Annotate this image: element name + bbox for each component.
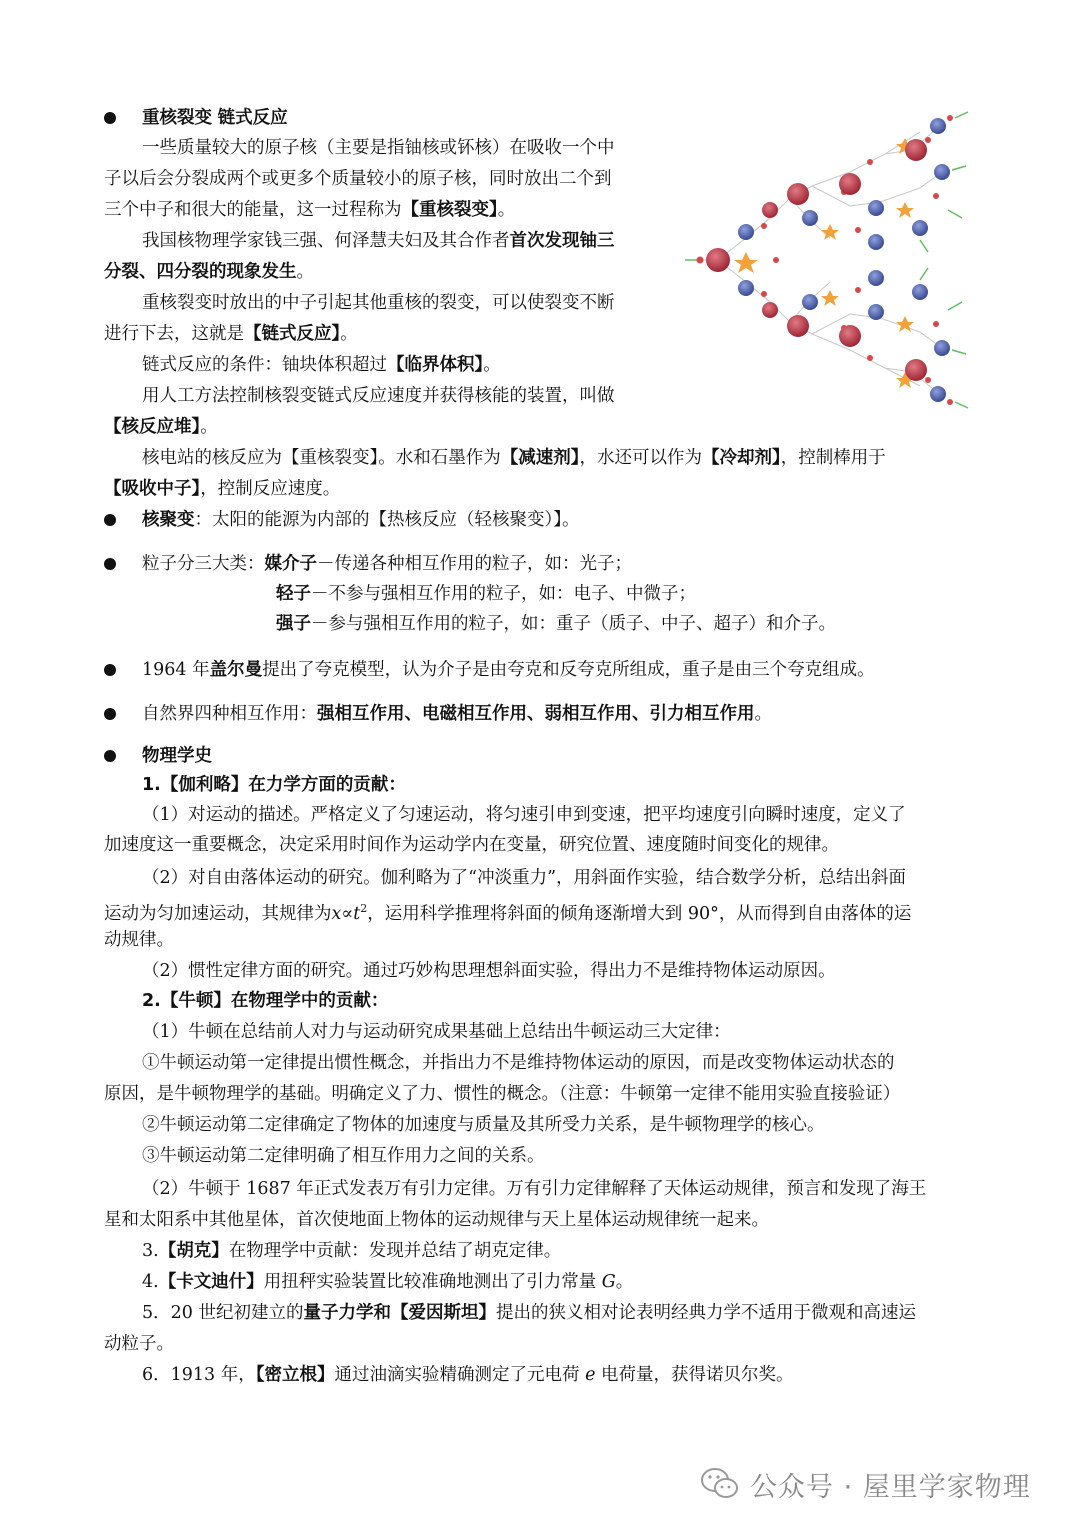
- wechat-icon: [700, 1467, 740, 1501]
- paragraph-line: 分裂、四分裂的现象发生。: [104, 262, 314, 282]
- fission-flashes: [734, 138, 914, 388]
- footer-watermark: [700, 1460, 1031, 1508]
- chain-reaction-diagram: [680, 110, 980, 410]
- paragraph-line: 进行下去，这就是【链式反应】。: [104, 324, 358, 344]
- particles-line: 粒子分三大类：媒介子－传递各种相互作用的粒子，如：光子；: [142, 554, 632, 574]
- bullet-dot: [104, 112, 116, 124]
- paragraph-line: （2）对自由落体运动的研究。伽利略为了“冲淡重力”，用斜面作实验，结合数学分析，总结出斜面: [142, 868, 907, 888]
- paragraph-line: 【核反应堆】。: [104, 417, 218, 437]
- paragraph-line: 核电站的核反应为【重核裂变】。水和石墨作为【减速剂】，水还可以作为【冷却剂】，控制棒用于: [142, 448, 886, 468]
- paragraph-line: ③牛顿运动第二定律明确了相互作用力之间的关系。: [142, 1146, 545, 1166]
- paragraph-line: ①牛顿运动第一定律提出惯性概念，并指出力不是维持物体运动的原因，而是改变物体运动状态的: [142, 1053, 895, 1073]
- paragraph-line: 星和太阳系中其他星体，首次使地面上物体的运动规律与天上星体运动规律统一起来。: [104, 1210, 769, 1230]
- paragraph-line: 5．20 世纪初建立的量子力学和【爱因斯坦】提出的狭义相对论表明经典力学不适用于微观和高速运: [142, 1303, 916, 1323]
- fusion-line: 核聚变：太阳的能源为内部的【热核反应（轻核聚变）】。: [142, 510, 580, 530]
- paragraph-line: 链式反应的条件：铀块体积超过【临界体积】。: [142, 355, 501, 375]
- forces-line: 自然界四种相互作用：强相互作用、电磁相互作用、弱相互作用、引力相互作用。: [142, 704, 772, 724]
- footer-text: 公众号 · 屋里学家物理: [750, 1471, 1031, 1503]
- paragraph-line: （2）惯性定律方面的研究。通过巧妙构思理想斜面实验，得出力不是维持物体运动原因。: [142, 961, 836, 981]
- paragraph-line: 三个中子和很大的能量，这一过程称为【重核裂变】。: [104, 200, 516, 220]
- paragraph-line: 用人工方法控制核裂变链式反应速度并获得核能的装置，叫做: [142, 386, 615, 406]
- bullet-dot: [104, 558, 116, 570]
- paragraph-line: 我国核物理学家钱三强、何泽慧夫妇及其合作者首次发现铀三: [142, 231, 615, 251]
- paragraph-line: （1）牛顿在总结前人对力与运动研究成果基础上总结出牛顿运动三大定律：: [142, 1022, 731, 1042]
- paragraph-line: 4.【卡文迪什】用扭秤实验装置比较准确地测出了引力常量 G。: [142, 1272, 634, 1292]
- paragraph-line: 一些质量较大的原子核（主要是指铀核或钚核）在吸收一个中: [142, 138, 615, 158]
- paragraph-line: 【吸收中子】，控制反应速度。: [104, 479, 341, 499]
- bullet-dot: [104, 664, 116, 676]
- paragraph-line: ②牛顿运动第二定律确定了物体的加速度与质量及其所受力关系，是牛顿物理学的核心。: [142, 1115, 825, 1135]
- quark-line: 1964 年盖尔曼提出了夸克模型，认为介子是由夸克和反夸克所组成，重子是由三个夸克组成。: [142, 660, 875, 680]
- particles-line: 轻子－不参与强相互作用的粒子，如：电子、中微子；: [276, 584, 696, 604]
- bullet-dot: [104, 514, 116, 526]
- paragraph-line: 动规律。: [104, 930, 174, 950]
- paragraph-line: 重核裂变时放出的中子引起其他重核的裂变，可以使裂变不断: [142, 293, 615, 313]
- paragraph-line: 子以后会分裂成两个或更多个质量较小的原子核，同时放出二个到: [104, 169, 612, 189]
- paragraph-line: 动粒子。: [104, 1334, 174, 1354]
- bullet-dot: [104, 708, 116, 720]
- subheading-galileo: 1.【伽利略】在力学方面的贡献：: [142, 775, 406, 795]
- paragraph-line: 3.【胡克】在物理学中贡献：发现并总结了胡克定律。: [142, 1241, 562, 1261]
- paragraph-line: 加速度这一重要概念，决定采用时间作为运动学内在变量，研究位置、速度随时间变化的规律。: [104, 835, 839, 855]
- paragraph-line: （2）牛顿于 1687 年正式发表万有引力定律。万有引力定律解释了天体运动规律，预言和发现了海王: [142, 1179, 927, 1199]
- particles-line: 强子－参与强相互作用的粒子，如：重子（质子、中子、超子）和介子。: [276, 614, 836, 634]
- paragraph-line: 运动为匀加速运动，其规律为$x\propto t^2$，运用科学推理将斜面的倾角逐渐增大到 90°，从而得到自由落体的运: [104, 902, 912, 924]
- paragraph-line: 原因，是牛顿物理学的基础。明确定义了力、惯性的概念。（注意：牛顿第一定律不能用实验直接验证）: [104, 1084, 901, 1104]
- section-heading-history: 物理学史: [142, 746, 212, 766]
- subheading-newton: 2.【牛顿】在物理学中的贡献：: [142, 991, 389, 1011]
- bullet-dot: [104, 750, 116, 762]
- section-heading-fission: 重核裂变 链式反应: [142, 108, 288, 128]
- paragraph-line: （1）对运动的描述。严格定义了匀速运动，将匀速引申到变速，把平均速度引向瞬时速度，定义了: [142, 805, 906, 825]
- paragraph-line: 6．1913 年，【密立根】通过油滴实验精确测定了元电荷 e 电荷量，获得诺贝尔奖。: [142, 1365, 794, 1385]
